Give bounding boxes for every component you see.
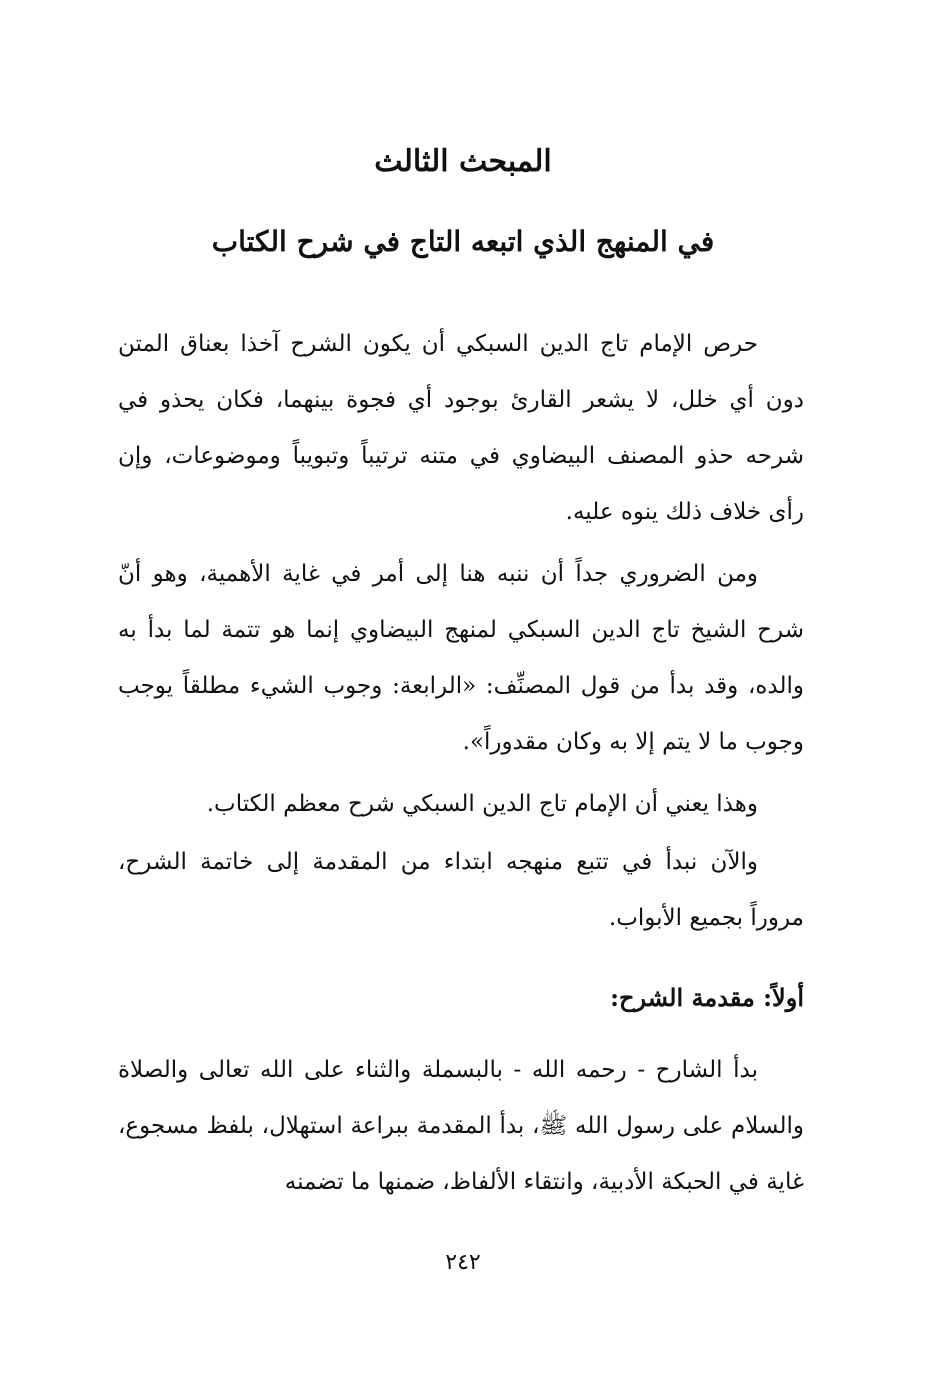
paragraph-1: حرص الإمام تاج الدين السبكي أن يكون الشرح آخذا بعناق المتن دون أي خلل، لا يشعر القارئ بوجود أي فجوة بينهما، فكان يحذو في شرحه حذو المصنف البيضاوي في متنه ترتيباً وتبويباً وموضوعات، وإن رأى خلاف ذلك ينوه عليه.	[118, 331, 804, 525]
section-paragraph: بدأ الشارح - رحمه الله - بالبسملة والثناء على الله تعالى والصلاة والسلام على رسول الله ﷺ، بدأ المقدمة ببراعة استهلال، بلفظ مسجوع، غاية في الحبكة الأدبية، وانتقاء الألفاظ، ضمنها ما تضمنه	[118, 1057, 804, 1195]
paragraph-3: وهذا يعني أن الإمام تاج الدين السبكي شرح معظم الكتاب.	[206, 791, 758, 817]
chapter-subtitle: في المنهج الذي اتبعه التاج في شرح الكتاب	[211, 225, 715, 258]
chapter-title: المبحث الثالث	[374, 144, 552, 179]
page-number: ٢٤٢	[445, 1250, 481, 1275]
section-heading: أولاً: مقدمة الشرح:	[610, 983, 804, 1012]
paragraph-4: والآن نبدأ في تتبع منهجه ابتداء من المقدمة إلى خاتمة الشرح، مروراً بجميع الأبواب.	[118, 849, 804, 931]
paragraph-2: ومن الضروري جداً أن ننبه هنا إلى أمر في غاية الأهمية، وهو أنّ شرح الشيخ تاج الدين السبكي لمنهج البيضاوي إنما هو تتمة لما بدأ به والده، وقد بدأ من قول المصنِّف: «الرابعة: وجوب الشيء مطلقاً يوجب وجوب ما لا يتم إلا به وكان مقدوراً».	[118, 561, 804, 755]
